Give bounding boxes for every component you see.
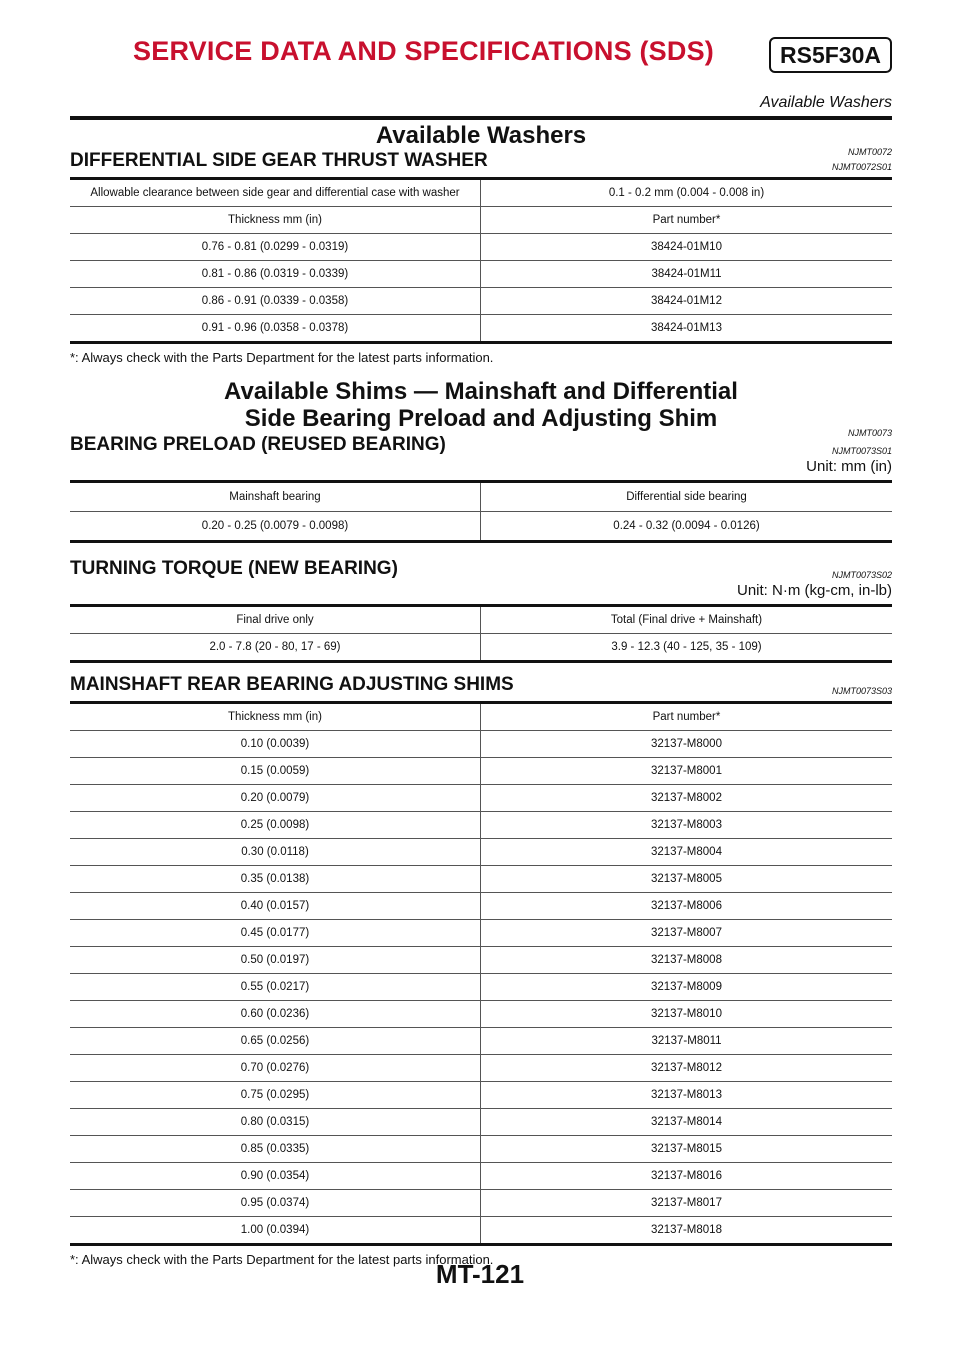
table-cell: Differential side bearing	[481, 482, 893, 512]
shims-section-title	[70, 378, 892, 438]
table-cell: 0.60 (0.0236)	[70, 1001, 481, 1028]
table-cell: 32137-M8006	[481, 893, 893, 920]
header-title: SERVICE DATA AND SPECIFICATIONS (SDS)	[133, 36, 714, 66]
table-cell: 32137-M8004	[481, 839, 893, 866]
table-cell: 32137-M8010	[481, 1001, 893, 1028]
torque-heading	[70, 558, 892, 582]
table-cell: 0.91 - 0.96 (0.0358 - 0.0378)	[70, 315, 481, 343]
adjusting-shims-code: NJMT0073S03	[831, 686, 892, 696]
washers-section-code: NJMT0072	[847, 147, 892, 157]
table-cell: 32137-M8016	[481, 1163, 893, 1190]
thrust-washer-heading	[70, 150, 892, 174]
table-cell: 0.80 (0.0315)	[70, 1109, 481, 1136]
table-cell: Mainshaft bearing	[70, 482, 481, 512]
table-cell: 0.76 - 0.81 (0.0299 - 0.0319)	[70, 234, 481, 261]
table-cell: 32137-M8013	[481, 1082, 893, 1109]
page-content	[70, 122, 892, 1267]
table-row	[70, 207, 892, 234]
table-row	[70, 1109, 892, 1136]
page-header	[70, 34, 892, 116]
table-cell: Thickness mm (in)	[70, 703, 481, 731]
table-cell: 32137-M8015	[481, 1136, 893, 1163]
adjusting-shims-heading	[70, 674, 892, 698]
table-cell: 32137-M8000	[481, 731, 893, 758]
header-divider	[70, 116, 892, 120]
table-cell: 0.20 (0.0079)	[70, 785, 481, 812]
table-row	[70, 1055, 892, 1082]
table-cell: 2.0 - 7.8 (20 - 80, 17 - 69)	[70, 634, 481, 662]
table-row	[70, 179, 892, 207]
table-cell: 0.1 - 0.2 mm (0.004 - 0.008 in)	[481, 179, 893, 207]
table-cell: 0.25 (0.0098)	[70, 812, 481, 839]
table-row	[70, 974, 892, 1001]
table-cell: 3.9 - 12.3 (40 - 125, 35 - 109)	[481, 634, 893, 662]
table-cell: Total (Final drive + Mainshaft)	[481, 606, 893, 634]
table-cell: 32137-M8001	[481, 758, 893, 785]
table-cell: 0.50 (0.0197)	[70, 947, 481, 974]
table-cell: 1.00 (0.0394)	[70, 1217, 481, 1245]
table-cell: 0.65 (0.0256)	[70, 1028, 481, 1055]
table-cell: 0.85 (0.0335)	[70, 1136, 481, 1163]
adjusting-shims-title: MAINSHAFT REAR BEARING ADJUSTING SHIMS	[70, 674, 514, 695]
torque-code: NJMT0073S02	[831, 570, 892, 580]
washers-section-title	[70, 122, 892, 157]
table-row	[70, 866, 892, 893]
table-row	[70, 606, 892, 634]
washers-title-text: Available Washers	[375, 122, 587, 149]
table-row	[70, 482, 892, 512]
table-row	[70, 1163, 892, 1190]
table-row	[70, 1001, 892, 1028]
thrust-washer-table	[70, 177, 892, 344]
table-row	[70, 839, 892, 866]
table-cell: 0.10 (0.0039)	[70, 731, 481, 758]
table-cell: 0.30 (0.0118)	[70, 839, 481, 866]
torque-table	[70, 604, 892, 663]
torque-unit: Unit: N·m (kg-cm, in-lb)	[736, 582, 892, 599]
table-row	[70, 1190, 892, 1217]
table-cell: 0.90 (0.0354)	[70, 1163, 481, 1190]
table-row	[70, 261, 892, 288]
table-cell: 38424-01M12	[481, 288, 893, 315]
page-number: MT-121	[435, 1259, 525, 1289]
table-row	[70, 758, 892, 785]
header-subtitle: Available Washers	[760, 94, 892, 111]
table-cell: 38424-01M10	[481, 234, 893, 261]
table-row	[70, 731, 892, 758]
table-cell: Part number*	[481, 703, 893, 731]
preload-heading	[70, 434, 892, 458]
table-cell: 32137-M8012	[481, 1055, 893, 1082]
table-row	[70, 1136, 892, 1163]
torque-title: TURNING TORQUE (NEW BEARING)	[70, 558, 398, 579]
table-cell: 32137-M8011	[481, 1028, 893, 1055]
table-cell: 0.70 (0.0276)	[70, 1055, 481, 1082]
table-cell: 0.81 - 0.86 (0.0319 - 0.0339)	[70, 261, 481, 288]
shims-section-code: NJMT0073	[847, 428, 892, 438]
shims-title-line2: Side Bearing Preload and Adjusting Shim	[244, 405, 718, 432]
table-row	[70, 893, 892, 920]
table-cell: Part number*	[481, 207, 893, 234]
table-cell: 0.35 (0.0138)	[70, 866, 481, 893]
preload-title: BEARING PRELOAD (REUSED BEARING)	[70, 434, 446, 455]
table-cell: 38424-01M11	[481, 261, 893, 288]
preload-unit: Unit: mm (in)	[806, 458, 892, 475]
thrust-washer-title: DIFFERENTIAL SIDE GEAR THRUST WASHER	[70, 150, 488, 171]
table-row	[70, 1082, 892, 1109]
table-cell: 32137-M8008	[481, 947, 893, 974]
table-cell: 32137-M8018	[481, 1217, 893, 1245]
table-row	[70, 812, 892, 839]
table-cell: 0.86 - 0.91 (0.0339 - 0.0358)	[70, 288, 481, 315]
table-cell: Thickness mm (in)	[70, 207, 481, 234]
table-cell: 32137-M8005	[481, 866, 893, 893]
table-row	[70, 920, 892, 947]
washers-footnote: *: Always check with the Parts Department for the latest parts information.	[70, 350, 494, 365]
shims-title-line1: Available Shims — Mainshaft and Differential	[224, 378, 738, 405]
table-cell: 0.20 - 0.25 (0.0079 - 0.0098)	[70, 512, 481, 542]
shims-footnote: *: Always check with the Parts Department for the latest parts information.	[70, 1252, 494, 1267]
table-cell: 32137-M8002	[481, 785, 893, 812]
table-cell: 32137-M8009	[481, 974, 893, 1001]
table-cell: 32137-M8014	[481, 1109, 893, 1136]
table-row	[70, 947, 892, 974]
adjusting-shims-table	[70, 701, 892, 1246]
table-row	[70, 1217, 892, 1245]
table-cell: 0.55 (0.0217)	[70, 974, 481, 1001]
table-row	[70, 315, 892, 343]
table-cell: 0.24 - 0.32 (0.0094 - 0.0126)	[481, 512, 893, 542]
table-cell: 0.75 (0.0295)	[70, 1082, 481, 1109]
table-row	[70, 634, 892, 662]
table-row	[70, 1028, 892, 1055]
preload-code: NJMT0073S01	[831, 446, 892, 456]
model-badge: RS5F30A	[769, 37, 892, 73]
table-row	[70, 234, 892, 261]
table-cell: 38424-01M13	[481, 315, 893, 343]
table-cell: 0.40 (0.0157)	[70, 893, 481, 920]
table-cell: 32137-M8003	[481, 812, 893, 839]
table-row	[70, 703, 892, 731]
preload-table	[70, 480, 892, 543]
table-row	[70, 288, 892, 315]
table-cell: 32137-M8007	[481, 920, 893, 947]
table-row	[70, 512, 892, 542]
table-cell: Allowable clearance between side gear and differential case with washer	[70, 179, 481, 207]
thrust-washer-code: NJMT0072S01	[831, 162, 892, 172]
table-row	[70, 785, 892, 812]
table-cell: Final drive only	[70, 606, 481, 634]
table-cell: 0.95 (0.0374)	[70, 1190, 481, 1217]
table-cell: 32137-M8017	[481, 1190, 893, 1217]
table-cell: 0.15 (0.0059)	[70, 758, 481, 785]
table-cell: 0.45 (0.0177)	[70, 920, 481, 947]
